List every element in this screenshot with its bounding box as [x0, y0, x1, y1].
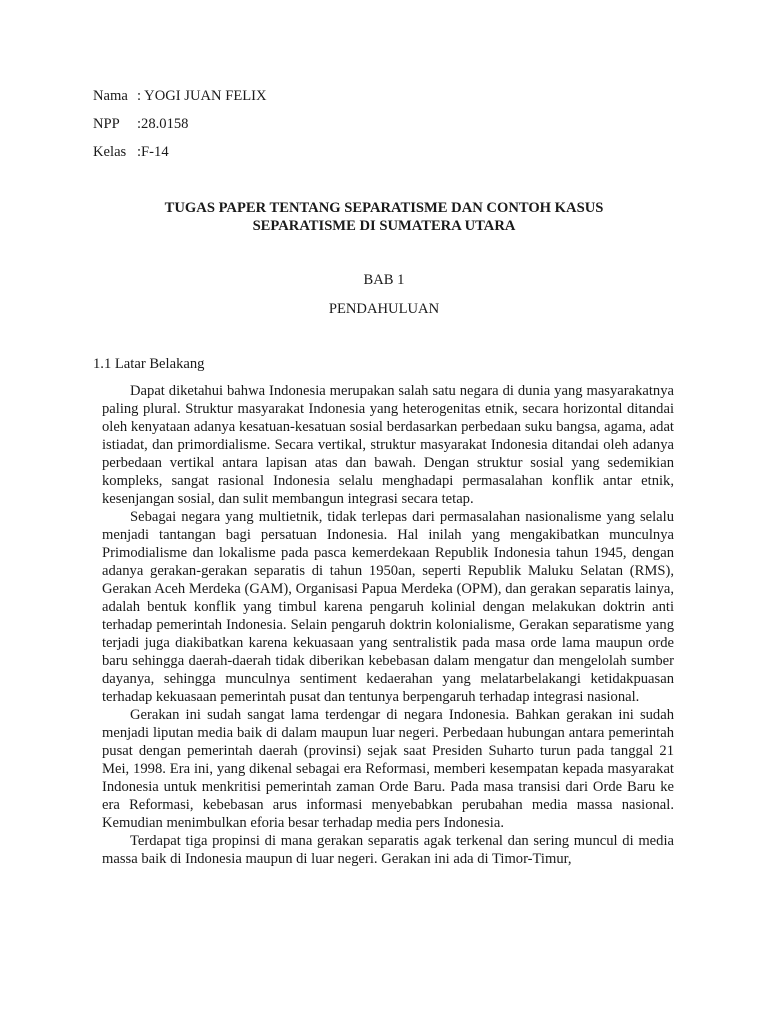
title-line-1: TUGAS PAPER TENTANG SEPARATISME DAN CONTOH KASUS — [164, 200, 604, 216]
npp-value: :28.0158 — [137, 116, 189, 132]
npp-line — [93, 116, 188, 133]
paragraph: Terdapat tiga propinsi di mana gerakan separatis agak terkenal dan sering muncul di media massa baik di Indonesia maupun di luar negeri. Gerakan ini ada di Timor-Timur, — [102, 833, 674, 867]
paragraph: Dapat diketahui bahwa Indonesia merupakan salah satu negara di dunia yang masyarakatnya paling plural. Struktur masyarakat Indonesia yang heterogenitas etnik, secara horizontal ditandai oleh kenyataan adanya kesatuan-kesatuan sosial berdasarkan perbedaan suku bangsa, agama, adat istiadat, dan primordialisme. Secara vertikal, struktur masyarakat Indonesia ditandai oleh adanya perbedaan vertikal antara lapisan atas dan bawah. Dengan struktur sosial yang sedemikian kompleks, sangat rasional Indonesia selalu menghadapi permasalahan konflik antar etnik, kesenjangan sosial, dan sulit membangun integrasi secara tetap. — [102, 383, 674, 507]
kelas-value: :F-14 — [137, 144, 169, 160]
nama-line — [93, 88, 267, 105]
nama-value: : YOGI JUAN FELIX — [137, 88, 267, 104]
kelas-line — [93, 144, 169, 161]
paragraph: Sebagai negara yang multietnik, tidak terlepas dari permasalahan nasionalisme yang selalu menjadi tantangan bagi persatuan Indonesia. Hal inilah yang mengakibatkan munculnya Primodialisme dan lokalisme pada pasca kemerdekaan Republik Indonesia tahun 1945, dengan adanya gerakan-gerakan separatis di tahun 1950an, seperti Republik Maluku Selatan (RMS), Gerakan Aceh Merdeka (GAM), Organisasi Papua Merdeka (OPM), dan gerakan separatis lainya, adalah bentuk konflik yang timbul karena pengaruh kolinial dengan melakukan doktrin anti terhadap pemerintah Indonesia. Selain pengaruh doktrin kolonialisme, Gerakan separatisme yang terjadi juga diakibatkan karena kekuasaan yang sentralistik pada masa orde lama maupun orde baru sehingga daerah-daerah tidak diberikan kebebasan dalam mengatur dan mengelolah sumber dayanya, sehingga munculnya sentiment kedaerahan yang melatarbelakangi ketidakpuasan terhadap kekuasaan pemerintah pusat dan tentunya berpengaruh terhadap integrasi nasional. — [102, 509, 674, 705]
chapter-number: BAB 1 — [363, 272, 405, 288]
chapter-name: PENDAHULUAN — [328, 301, 440, 317]
body-text — [102, 382, 674, 868]
section-heading: 1.1 Latar Belakang — [93, 356, 205, 372]
npp-label: NPP — [93, 116, 120, 132]
title-line-2: SEPARATISME DI SUMATERA UTARA — [252, 218, 516, 234]
paper-title — [0, 199, 768, 235]
kelas-label: Kelas — [93, 144, 127, 160]
nama-label: Nama — [93, 88, 128, 104]
paragraph: Gerakan ini sudah sangat lama terdengar di negara Indonesia. Bahkan gerakan ini sudah menjadi liputan media baik di dalam maupun luar negeri. Perbedaan hubungan antara pemerintah pusat dengan pemerintah daerah (provinsi) sejak saat Presiden Suharto turun pada tanggal 21 Mei, 1998. Era ini, yang dikenal sebagai era Reformasi, memberi kesempatan kepada masyarakat Indonesia untuk menkritisi pemerintah zaman Orde Baru. Pada masa transisi dari Orde Baru ke era Reformasi, kebebasan arus informasi menyebabkan perubahan media massa nasional. Kemudian menimbulkan eforia besar terhadap media pers Indonesia. — [102, 707, 674, 831]
